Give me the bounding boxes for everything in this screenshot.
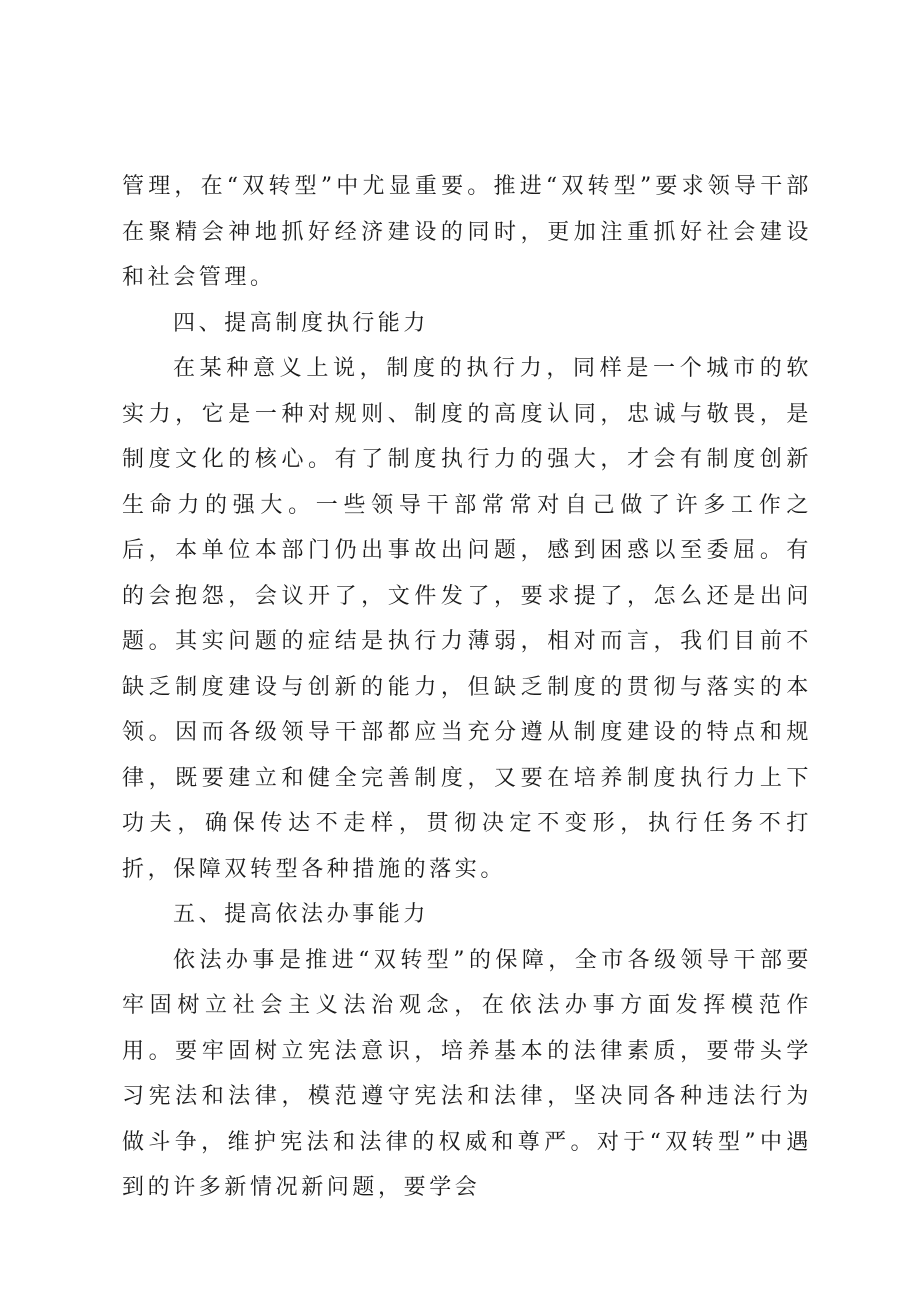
section-heading-four: 四、提高制度执行能力 [173, 310, 430, 336]
paragraph-continuation: 管理，在“双转型”中尤显重要。推进“双转型”要求领导干部在聚精会神地抓好经济建设的同时，更加注重抓好社会建设和社会管理。 [122, 174, 812, 290]
section-heading-five: 五、提高依法办事能力 [173, 902, 430, 927]
paragraph-system-execution: 在某种意义上说，制度的执行力，同样是一个城市的软实力，它是一种对规则、制度的高度认同，忠诚与敬畏，是制度文化的核心。有了制度执行力的强大，才会有制度创新生命力的强大。一些领导干部常常对自己做了许多工作之后，本单位本部门仍出事故出问题，感到困惑以至委屈。有的会抱怨，会议开了，文件发了，要求提了，怎么还是出问题。其实问题的症结是执行力薄弱，相对而言，我们目前不缺乏制度建设与创新的能力，但缺乏制度的贯彻与落实的本领。因而各级领导干部都应当充分遵从制度建设的特点和规律，既要建立和健全完善制度，又要在培养制度执行力上下功夫，确保传达不走样，贯彻决定不变形，执行任务不打折，保障双转型各种措施的落实。 [122, 356, 812, 882]
paragraph-rule-of-law: 依法办事是推进“双转型”的保障，全市各级领导干部要牢固树立社会主义法治观念，在依法办事方面发挥模范作用。要牢固树立宪法意识，培养基本的法律素质，要带头学习宪法和法律，模范遵守宪法和法律，坚决同各种违法行为做斗争，维护宪法和法律的权威和尊严。对于“双转型”中遇到的许多新情况新问题，要学会 [122, 947, 812, 1200]
document-body [122, 164, 812, 1211]
